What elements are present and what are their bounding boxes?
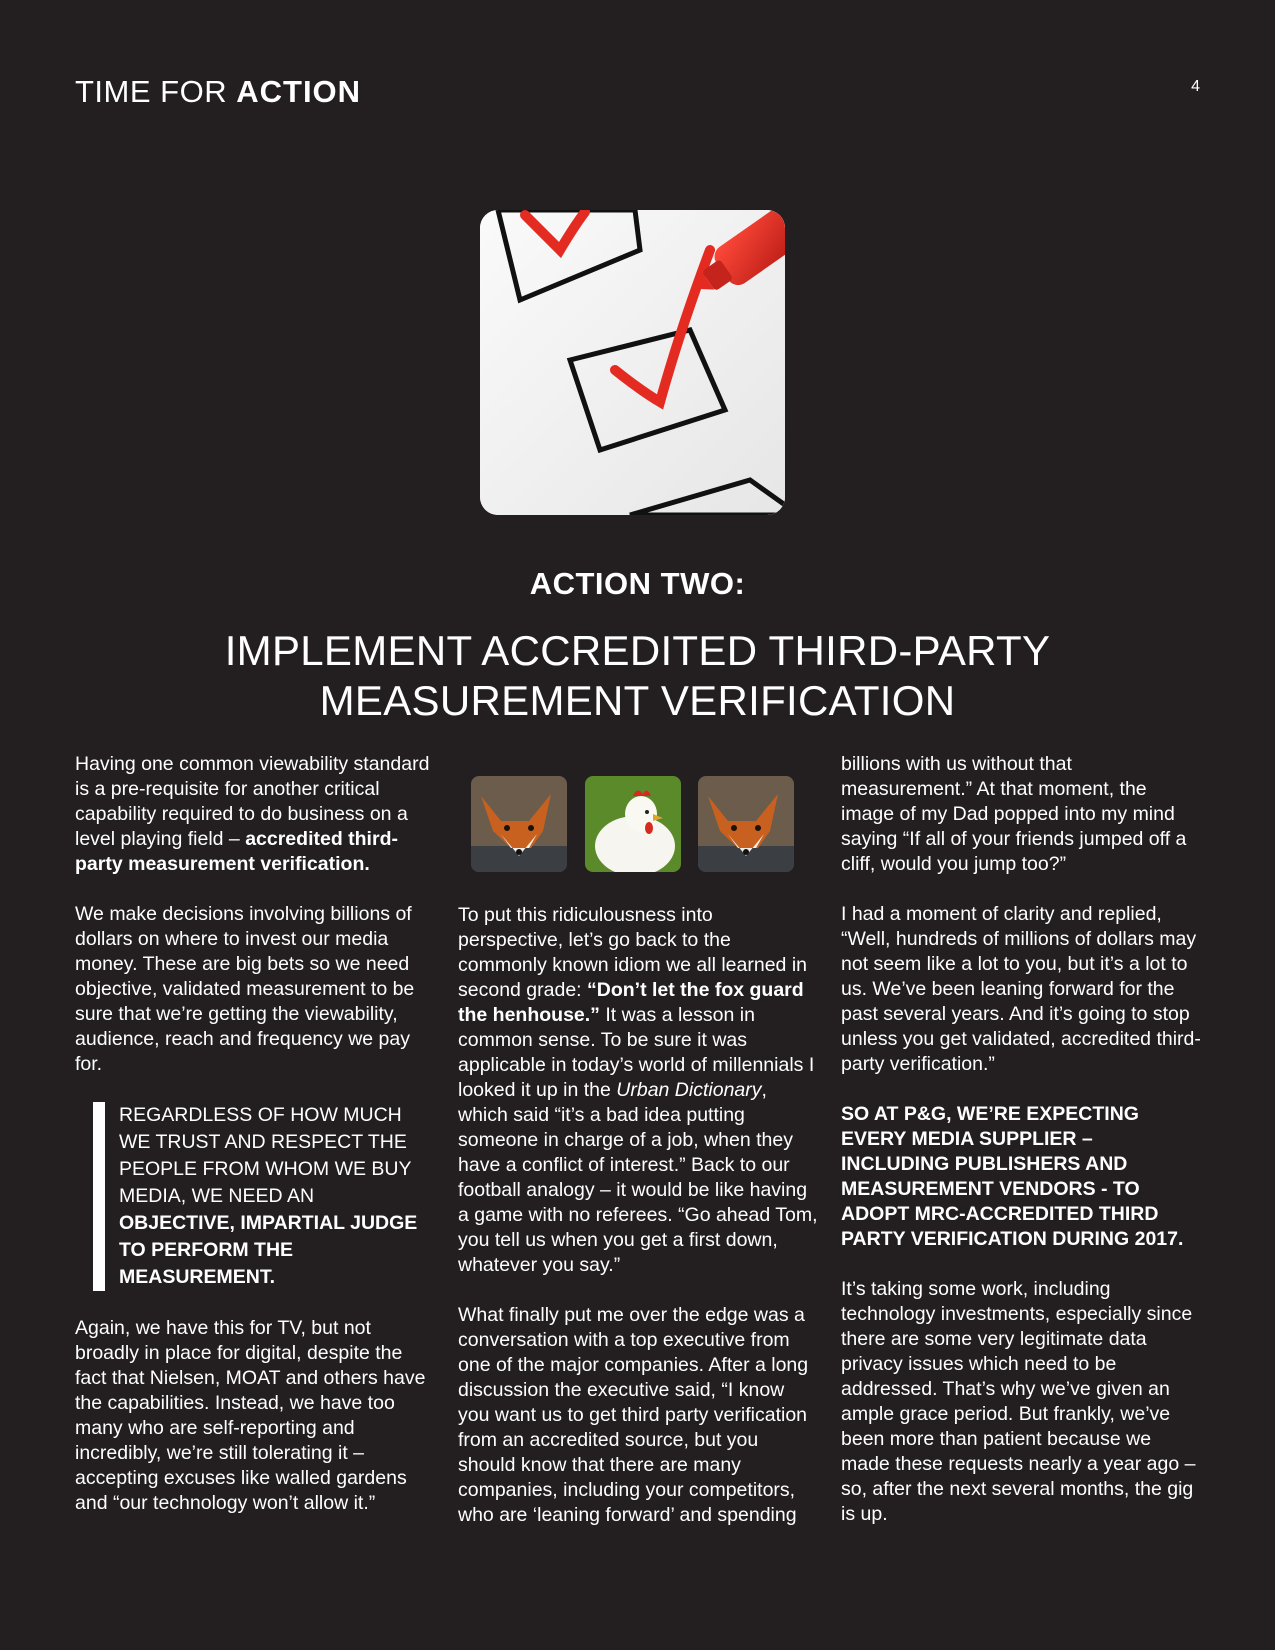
pull-quote-bold: OBJECTIVE, IMPARTIAL JUDGE TO PERFORM THE MEASUREMENT. — [119, 1212, 418, 1288]
page-number: 4 — [1191, 78, 1200, 95]
section-label: ACTION TWO: — [529, 566, 746, 601]
fox-photo — [471, 776, 567, 872]
paragraph: Again, we have this for TV, but not broadly in place for digital, despite the fact that Nielsen, MOAT and others have the capabilities. Instead, we have too many who are self-reporting and incredibly, we’re still tolerating it – accepting excuses like walled gardens and “our technology won’t allow it.” — [75, 1317, 426, 1514]
column-left — [75, 752, 430, 1541]
column-right — [841, 752, 1201, 1552]
paragraph-text: , which said “it’s a bad idea putting someone in charge of a job, when they have a conflict of interest.” Back to our football analogy – it would be like having a game with no referees. “Go ahead Tom, you tell us when you get a first down, whatever you say.” — [458, 1079, 818, 1276]
checklist-hero-image — [480, 210, 785, 515]
paragraph: billions with us without that measurement.” At that moment, the image of my Dad popped into my mind saying “If all of your friends jumped off a cliff, would you jump too?” — [841, 753, 1187, 875]
column-middle — [458, 903, 818, 1553]
paragraph-bold: accredited third-party measurement verification. — [75, 828, 398, 875]
paragraph: I had a moment of clarity and replied, “Well, hundreds of millions of dollars may not seem like a lot to you, but it’s a lot to us. We’ve been leaning forward for the past several years. And it’s going to stop unless you get validated, accredited third-party verification.” — [841, 903, 1201, 1075]
section-title-line-1: IMPLEMENT ACCREDITED THIRD-PARTY — [224, 627, 1051, 674]
section-title-line-2: MEASUREMENT VERIFICATION — [319, 677, 956, 724]
paragraph — [458, 903, 818, 1278]
paragraph-italic: Urban Dictionary — [616, 1079, 762, 1101]
header-title-bold: ACTION — [236, 74, 362, 109]
paragraph-bold: “Don’t let the fox guard the henhouse.” — [458, 979, 804, 1026]
paragraph-text: Having one common viewability standard is a pre-requisite for another critical capability required to do business on a level playing field – — [75, 753, 430, 850]
pull-quote-text: REGARDLESS OF HOW MUCH WE TRUST AND RESPECT THE PEOPLE FROM WHOM WE BUY MEDIA, WE NEED AN — [119, 1104, 412, 1207]
checklist-illustration — [480, 210, 785, 515]
paragraph: What finally put me over the edge was a conversation with a top executive from one of the major companies. After a long discussion the executive said, “I know you want us to get third party verification from an accredited source, but you should know that there are many companies, including your competitors, who are ‘leaning forward’ and spending — [458, 1304, 809, 1526]
section-title — [0, 626, 1275, 726]
fox-hen-image-strip — [471, 776, 794, 873]
pull-quote — [93, 1102, 430, 1291]
paragraph-text: To put this ridiculousness into perspective, let’s go back to the commonly known idiom we all learned in second grade: — [458, 904, 807, 1001]
emphasis-statement: SO AT P&G, WE’RE EXPECTING EVERY MEDIA SUPPLIER – INCLUDING PUBLISHERS AND MEASUREMENT VENDORS - TO ADOPT MRC-ACCREDITED THIRD PARTY VERIFICATION DURING 2017. — [841, 1103, 1184, 1250]
paragraph — [75, 752, 430, 877]
page-header-title — [75, 76, 361, 107]
hen-photo — [585, 776, 681, 872]
paragraph-text: It was a lesson in common sense. To be sure it was applicable in today’s world of millennials I looked it up in the — [458, 1004, 815, 1101]
header-title-light: TIME FOR — [75, 74, 228, 109]
fox-photo — [698, 776, 794, 872]
paragraph: We make decisions involving billions of dollars on where to invest our media money. These are big bets so we need objective, validated measurement to be sure that we’re getting the viewability, audience, reach and frequency we pay for. — [75, 903, 415, 1075]
paragraph: It’s taking some work, including technology investments, especially since there are some very legitimate data privacy issues which need to be addressed. That’s why we’ve given an ample grace period. But frankly, we’ve been more than patient because we made these requests nearly a year ago – so, after the next several months, the gig is up. — [841, 1278, 1196, 1525]
